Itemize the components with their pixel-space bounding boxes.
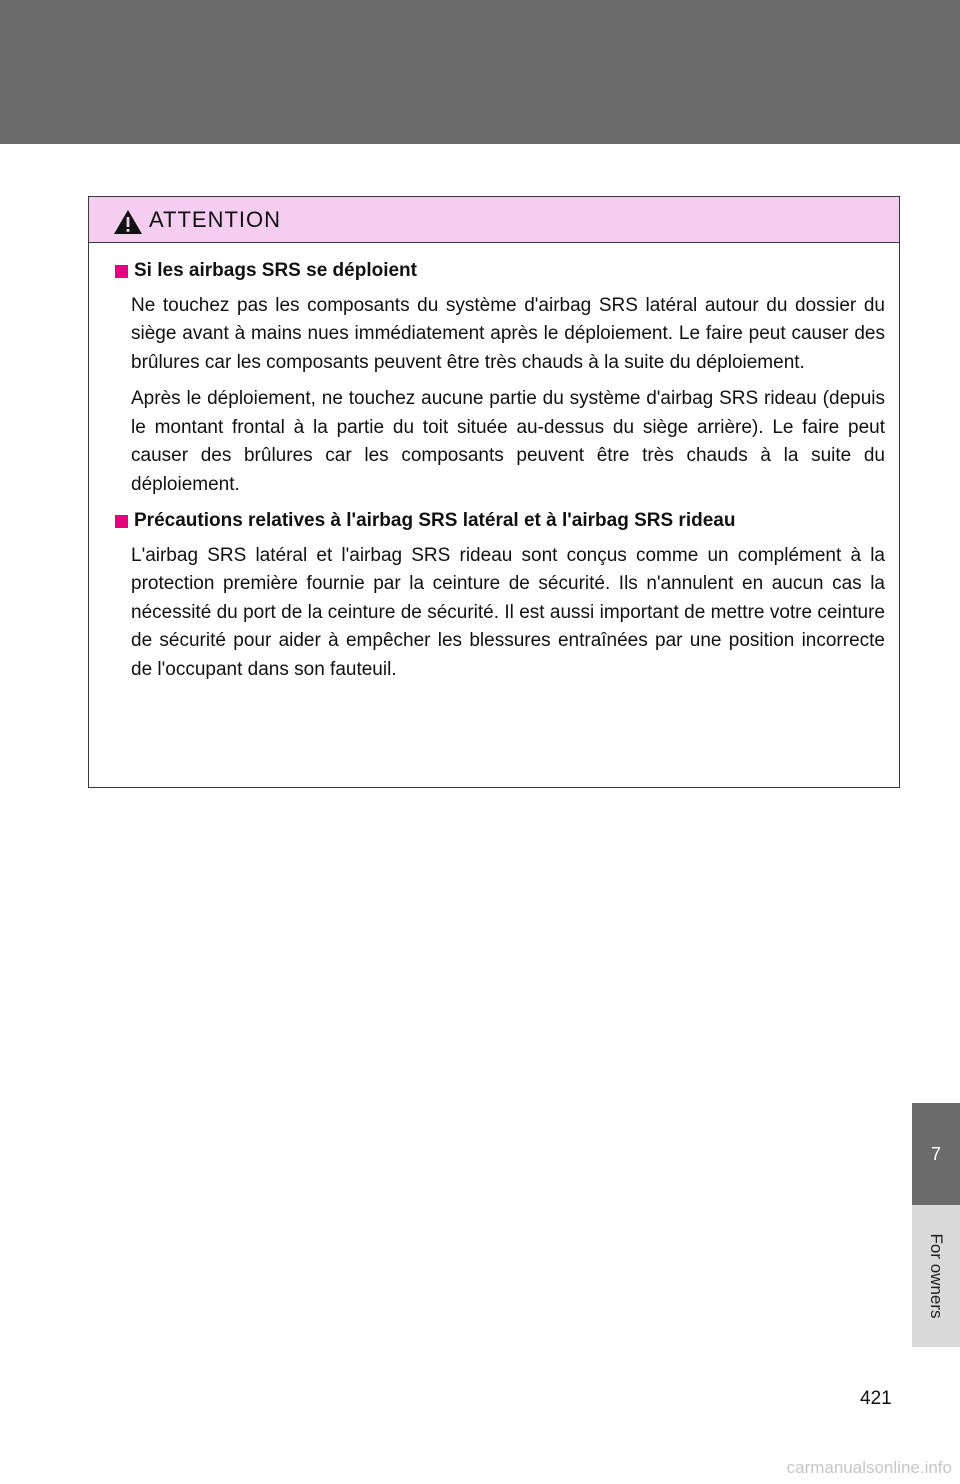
chapter-label-tab [912, 1205, 960, 1347]
paragraph: Après le déploiement, ne touchez aucune partie du système d'airbag SRS rideau (depuis le montant frontal à la partie du toit située au-dessus du siège arrière). Le faire peut causer des brûlures car les composants peuvent être très chauds à la suite du déploiement. [131, 388, 885, 495]
chapter-tab [912, 1103, 960, 1205]
section-heading [115, 507, 885, 536]
section-heading-text: Précautions relatives à l'airbag SRS latéral et à l'airbag SRS rideau [134, 510, 736, 531]
warning-body [89, 243, 899, 684]
warning-header [89, 197, 899, 243]
square-bullet-icon [115, 265, 128, 278]
warning-box [88, 196, 900, 788]
watermark: carmanualsonline.info [786, 1458, 952, 1477]
header-band [0, 0, 960, 144]
warning-section [115, 257, 885, 499]
page-number: 421 [860, 1388, 892, 1409]
chapter-number: 7 [930, 1143, 941, 1164]
section-heading-text: Si les airbags SRS se déploient [134, 260, 417, 281]
warning-triangle-icon [113, 209, 143, 235]
chapter-label: For owners [927, 1233, 946, 1319]
warning-section [115, 507, 885, 684]
section-heading [115, 257, 885, 286]
warning-title: ATTENTION [149, 206, 282, 232]
square-bullet-icon [115, 515, 128, 528]
paragraph: L'airbag SRS latéral et l'airbag SRS rideau sont conçus comme un complément à la protection première fournie par la ceinture de sécurité. Ils n'annulent en aucun cas la nécessité du port de la ceinture de sécurité. Il est aussi important de mettre votre ceinture de sécurité pour aider à empêcher les blessures entraînées par une position incorrecte de l'occupant dans son fauteuil. [131, 544, 885, 680]
paragraph: Ne touchez pas les composants du système d'airbag SRS latéral autour du dossier du siège avant à mains nues immédiatement après le déploiement. Le faire peut causer des brûlures car les composants peuvent être très chauds à la suite du déploiement. [131, 294, 885, 373]
